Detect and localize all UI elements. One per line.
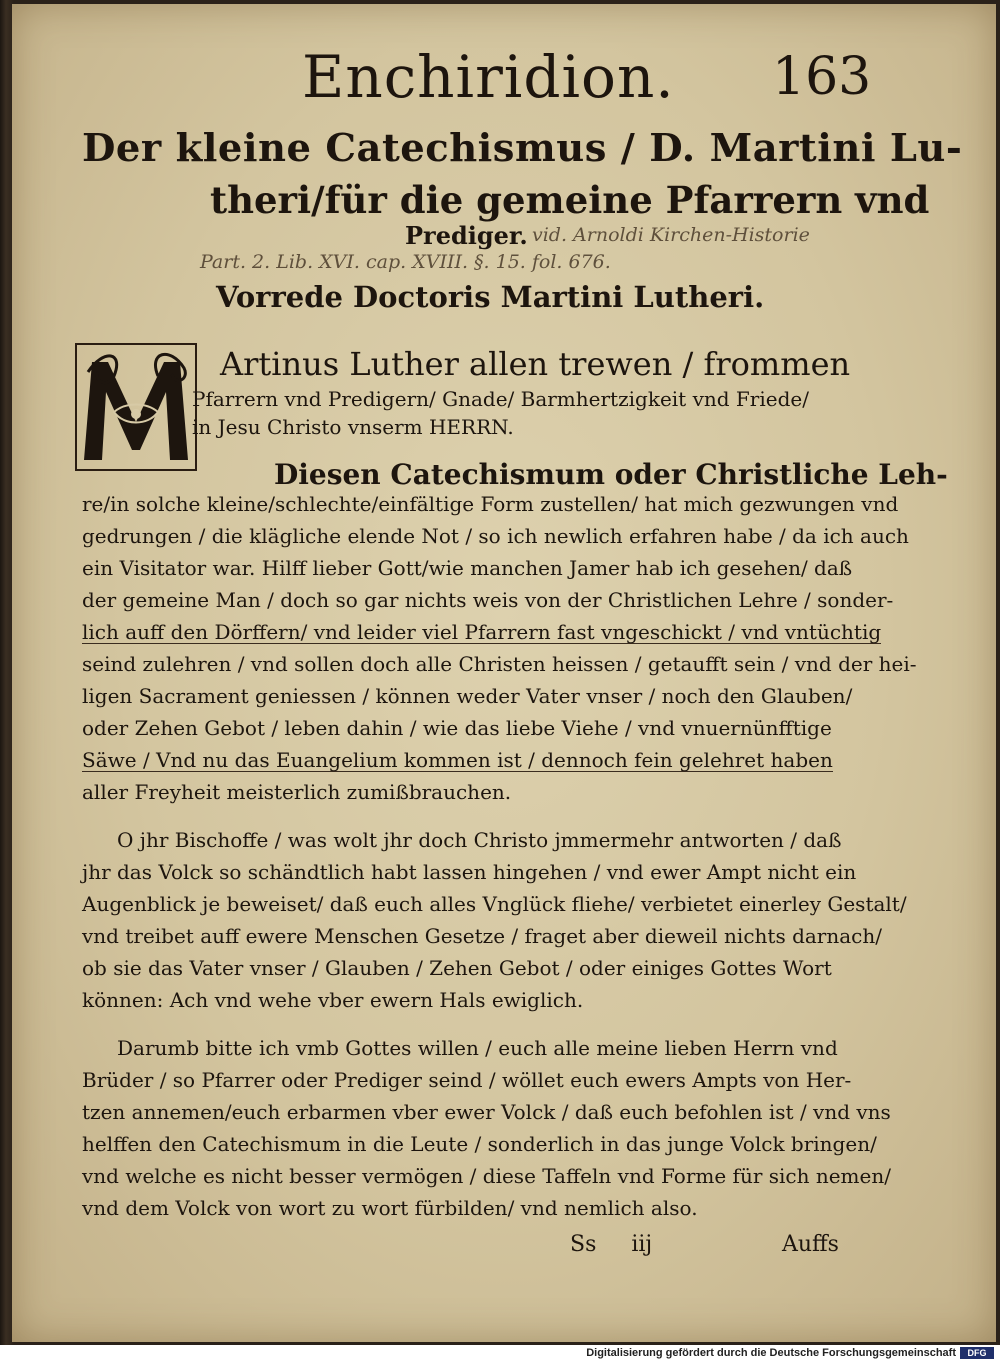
handwritten-note-2: Part. 2. Lib. XVI. cap. XVIII. §. 15. fol. 676. [200, 251, 611, 273]
paragraph1-line: der gemeine Man / doch so gar nichts weis von der Christlichen Lehre / sonder- [82, 588, 894, 612]
funding-credit: Digitalisierung gefördert durch die Deutsche Forschungsgemeinschaft [586, 1347, 956, 1359]
paragraph2-line: können: Ach vnd wehe vber ewern Hals ewiglich. [82, 988, 584, 1012]
paragraph3-line: vnd dem Volck von wort zu wort fürbilden/ vnd nemlich also. [82, 1196, 698, 1220]
paragraph1-line: re/in solche kleine/schlechte/einfältige Form zustellen/ hat mich gezwungen vnd [82, 492, 899, 516]
opening-line-1: Artinus Luther allen trewen / frommen [220, 345, 851, 383]
title-line-1: Der kleine Catechismus / D. Martini Lu- [82, 126, 963, 171]
paragraph2-line: vnd treibet auff ewere Menschen Gesetze / fraget aber dieweil nichts darnach/ [82, 924, 882, 948]
paragraph1-line: lich auff den Dörffern/ vnd leider viel Pfarrern fast vngeschickt / vnd vntüchtig [82, 620, 882, 644]
paragraph3-line: Brüder / so Pfarrer oder Prediger seind / wöllet euch ewers Ampts von Her- [82, 1068, 852, 1092]
opening-line-3: in Jesu Christo vnserm HERRN. [192, 415, 514, 439]
paragraph3-line: vnd welche es nicht besser vermögen / diese Taffeln vnd Forme für sich nemen/ [82, 1164, 891, 1188]
decorated-initial-m-icon [74, 342, 198, 472]
paragraph3-line: Darumb bitte ich vmb Gottes willen / euch alle meine lieben Herrn vnd [117, 1036, 838, 1060]
signature-mark: Ss iij [570, 1232, 653, 1257]
dfg-logo: DFG [960, 1347, 994, 1359]
title-line-3: Prediger. [405, 221, 528, 250]
paragraph1-line: ligen Sacrament geniessen / können weder Vater vnser / noch den Glauben/ [82, 684, 853, 708]
paragraph1-line: ein Visitator war. Hilff lieber Gott/wie manchen Jamer hab ich gesehen/ daß [82, 556, 853, 580]
book-page [12, 4, 996, 1342]
title-line-2: theri/für die gemeine Pfarrern vnd [210, 178, 930, 222]
paragraph1-line: aller Freyheit meisterlich zumißbrauchen. [82, 780, 512, 804]
paragraph2-line: O jhr Bischoffe / was wolt jhr doch Christo jmmermehr antworten / daß [117, 828, 842, 852]
paragraph1-line: oder Zehen Gebot / leben dahin / wie das liebe Viehe / vnd vnuernünfftige [82, 716, 832, 740]
page-number: 163 [772, 47, 872, 107]
paragraph1-line: gedrungen / die klägliche elende Not / so ich newlich erfahren habe / da ich auch [82, 524, 909, 548]
handwritten-note-1: vid. Arnoldi Kirchen-Historie [532, 224, 810, 246]
opening-line-2: Pfarrern vnd Predigern/ Gnade/ Barmhertzigkeit vnd Friede/ [192, 387, 809, 411]
preface-heading: Vorrede Doctoris Martini Lutheri. [216, 280, 765, 314]
running-head [302, 42, 872, 122]
paragraph2-line: jhr das Volck so schändtlich habt lassen hingehen / vnd ewer Ampt nicht ein [82, 860, 857, 884]
paragraph3-line: tzen annemen/euch erbarmen vber ewer Volck / daß euch befohlen ist / vnd vns [82, 1100, 891, 1124]
catchword: Auffs [782, 1232, 839, 1257]
paragraph1-heading: Diesen Catechismum oder Christliche Leh- [274, 458, 948, 491]
paragraph2-line: ob sie das Vater vnser / Glauben / Zehen Gebot / oder einiges Gottes Wort [82, 956, 832, 980]
running-title: Enchiridion. [302, 43, 675, 111]
paragraph1-line: seind zulehren / vnd sollen doch alle Christen heissen / getaufft sein / vnd der hei- [82, 652, 917, 676]
paragraph1-line: Säwe / Vnd nu das Euangelium kommen ist / dennoch fein gelehret haben [82, 748, 833, 772]
paragraph2-line: Augenblick je beweiset/ daß euch alles Vnglück fliehe/ verbietet einerley Gestalt/ [82, 892, 907, 916]
paragraph3-line: helffen den Catechismum in die Leute / sonderlich in das junge Volck bringen/ [82, 1132, 877, 1156]
